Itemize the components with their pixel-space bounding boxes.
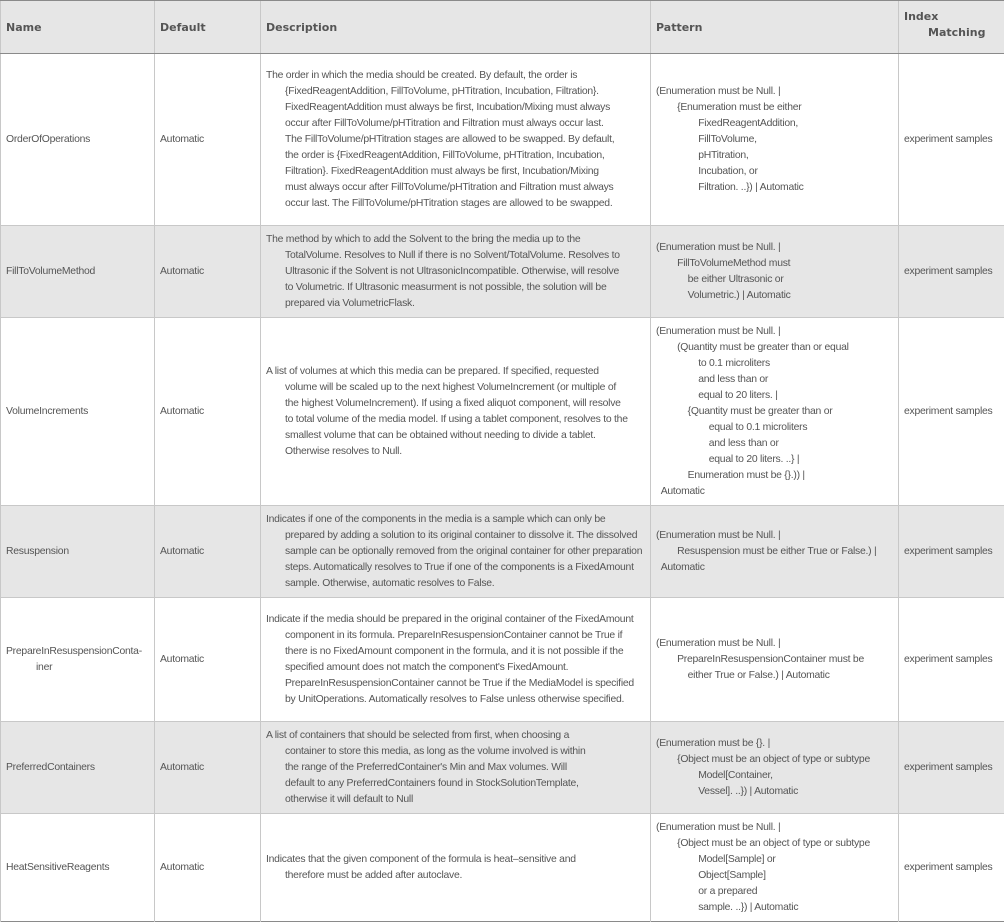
option-description xyxy=(261,226,651,318)
pattern-line: {Quantity must be greater than or xyxy=(656,404,893,420)
pattern-line: and less than or xyxy=(656,436,893,452)
option-index-matching: experiment samples xyxy=(899,226,1004,318)
description-text: Indicates if one of the components in the media is a sample which can only be prepared by adding a solution to its original container to dissolve it. The dissolved sample can be optionally removed from the original container for other preparation steps. Automatically resolves to True if one of the components is a FixedAmount sample. Otherwise, automatic resolves to False. xyxy=(266,512,646,592)
pattern-line: FillToVolumeMethod must xyxy=(656,256,893,272)
table-row xyxy=(1,598,1004,722)
pattern-line: Resuspension must be either True or False.) | xyxy=(656,544,893,560)
option-default: Automatic xyxy=(155,226,261,318)
description-text: Indicates that the given component of the formula is heat–sensitive and therefore must be added after autoclave. xyxy=(266,852,610,884)
option-description xyxy=(261,54,651,226)
option-index-matching: experiment samples xyxy=(899,54,1004,226)
pattern-line: (Enumeration must be Null. | xyxy=(656,636,893,652)
option-name: HeatSensitiveReagents xyxy=(1,814,155,922)
pattern-line: {Object must be an object of type or subtype xyxy=(656,836,893,852)
option-name-line1: PrepareInResuspensionConta- xyxy=(6,646,142,657)
option-index-matching: experiment samples xyxy=(899,318,1004,506)
description-text: The method by which to add the Solvent to the bring the media up to the TotalVolume. Resolves to Null if there is no Solvent/TotalVolume. Resolves to Ultrasonic if the Solvent is not UltrasonicIncompatible. Otherwise, will resolve to Volumetric. If Ultrasonic measurment is not possible, the solution will be prepared via VolumetricFlask. xyxy=(266,232,620,312)
option-pattern xyxy=(651,54,899,226)
option-pattern xyxy=(651,598,899,722)
description-text: A list of containers that should be selected from first, when choosing a container to store this media, as long as the volume involved is within the range of the PreferredContainer's Min and Max volumes. Will default to any PreferredContainers found in StockSolutionTemplate, otherwise it will default to Null xyxy=(266,728,590,808)
option-description xyxy=(261,598,651,722)
pattern-line: either True or False.) | Automatic xyxy=(656,668,893,684)
option-name xyxy=(1,598,155,722)
column-header-name: Name xyxy=(1,1,155,54)
table-row xyxy=(1,506,1004,598)
column-header-pattern: Pattern xyxy=(651,1,899,54)
description-text: The order in which the media should be created. By default, the order is {FixedReagentAddition, FillToVolume, pHTitration, Incubation, Filtration}. FixedReagentAddition must always be first, Incubation/Mixing must always occur after FillToVolume/pHTitration and Filtration must always occur last. The FillToVolume/pHTitration stages are allowed to be swapped. By default, the order is {FixedReagentAddition, FillToVolume, pHTitration, Incubation, Filtration}. FixedReagentAddition must always be first, Incubation/Mixing must always occur after FillToVolume/pHTitration and Filtration must always occur last. The FillToVolume/pHTitration stages are allowed to be swapped. xyxy=(266,68,622,212)
table-row xyxy=(1,722,1004,814)
table-row xyxy=(1,318,1004,506)
option-pattern xyxy=(651,722,899,814)
option-name: VolumeIncrements xyxy=(1,318,155,506)
pattern-line: Filtration. ..}) | Automatic xyxy=(656,180,893,196)
column-header-index-matching xyxy=(899,1,1004,54)
index-matching-header-line1: Index xyxy=(904,10,938,23)
table-row xyxy=(1,814,1004,922)
pattern-line: (Enumeration must be Null. | xyxy=(656,84,893,100)
option-name: PreferredContainers xyxy=(1,722,155,814)
option-description xyxy=(261,506,651,598)
pattern-line: (Enumeration must be {}. | xyxy=(656,736,893,752)
description-text: A list of volumes at which this media can be prepared. If specified, requested volume will be scaled up to the next highest VolumeIncrement (or multiple of the highest VolumeIncrement). If using a fixed aliquot component, will resolve to total volume of the media model. If using a tablet component, resolves to the smallest volume that can be obtained without needing to divide a tablet. Otherwise resolves to Null. xyxy=(266,364,628,460)
option-name: FillToVolumeMethod xyxy=(1,226,155,318)
option-pattern xyxy=(651,506,899,598)
option-default: Automatic xyxy=(155,54,261,226)
pattern-line: Automatic xyxy=(656,560,893,576)
option-default: Automatic xyxy=(155,318,261,506)
option-pattern xyxy=(651,226,899,318)
option-default: Automatic xyxy=(155,814,261,922)
option-name: OrderOfOperations xyxy=(1,54,155,226)
pattern-line: be either Ultrasonic or xyxy=(656,272,893,288)
pattern-line: (Enumeration must be Null. | xyxy=(656,240,893,256)
pattern-line: Model[Container, xyxy=(656,768,893,784)
pattern-line: to 0.1 microliters xyxy=(656,356,893,372)
pattern-line: (Quantity must be greater than or equal xyxy=(656,340,893,356)
option-pattern xyxy=(651,318,899,506)
option-description xyxy=(261,318,651,506)
column-header-default: Default xyxy=(155,1,261,54)
pattern-line: (Enumeration must be Null. | xyxy=(656,324,893,340)
option-index-matching: experiment samples xyxy=(899,598,1004,722)
pattern-line: or a prepared xyxy=(656,884,893,900)
pattern-line: equal to 20 liters. ..} | xyxy=(656,452,893,468)
table-row xyxy=(1,54,1004,226)
option-pattern xyxy=(651,814,899,922)
description-text: Indicate if the media should be prepared in the original container of the FixedAmount component in its formula. PrepareInResuspensionContainer cannot be True if there is no FixedAmount component in the formula, and it is not possible if the specified amount does not match the component's FixedAmount. PrepareInResuspensionContainer cannot be True if the MediaModel is specified by UnitOperations. Automatically resolves to False unless otherwise specified. xyxy=(266,612,636,708)
pattern-line: FillToVolume, xyxy=(656,132,893,148)
pattern-line: Volumetric.) | Automatic xyxy=(656,288,893,304)
option-description xyxy=(261,722,651,814)
pattern-line: Enumeration must be {}.)) | xyxy=(656,468,893,484)
option-name: Resuspension xyxy=(1,506,155,598)
option-description xyxy=(261,814,651,922)
table-row xyxy=(1,226,1004,318)
pattern-line: equal to 0.1 microliters xyxy=(656,420,893,436)
option-index-matching: experiment samples xyxy=(899,722,1004,814)
option-index-matching: experiment samples xyxy=(899,506,1004,598)
pattern-line: pHTitration, xyxy=(656,148,893,164)
pattern-line: FixedReagentAddition, xyxy=(656,116,893,132)
pattern-line: Model[Sample] or xyxy=(656,852,893,868)
option-index-matching: experiment samples xyxy=(899,814,1004,922)
pattern-line: PrepareInResuspensionContainer must be xyxy=(656,652,893,668)
pattern-line: Object[Sample] xyxy=(656,868,893,884)
column-header-description: Description xyxy=(261,1,651,54)
index-matching-header-line2: Matching xyxy=(904,25,999,41)
pattern-line: sample. ..}) | Automatic xyxy=(656,900,893,916)
option-name-line2: iner xyxy=(6,660,149,676)
pattern-line: and less than or xyxy=(656,372,893,388)
option-default: Automatic xyxy=(155,506,261,598)
option-default: Automatic xyxy=(155,722,261,814)
pattern-line: (Enumeration must be Null. | xyxy=(656,528,893,544)
pattern-line: Vessel]. ..}) | Automatic xyxy=(656,784,893,800)
option-default: Automatic xyxy=(155,598,261,722)
pattern-line: {Object must be an object of type or subtype xyxy=(656,752,893,768)
table-header-row xyxy=(1,1,1004,54)
pattern-line: Automatic xyxy=(656,484,893,500)
pattern-line: Incubation, or xyxy=(656,164,893,180)
pattern-line: {Enumeration must be either xyxy=(656,100,893,116)
pattern-line: equal to 20 liters. | xyxy=(656,388,893,404)
pattern-line: (Enumeration must be Null. | xyxy=(656,820,893,836)
